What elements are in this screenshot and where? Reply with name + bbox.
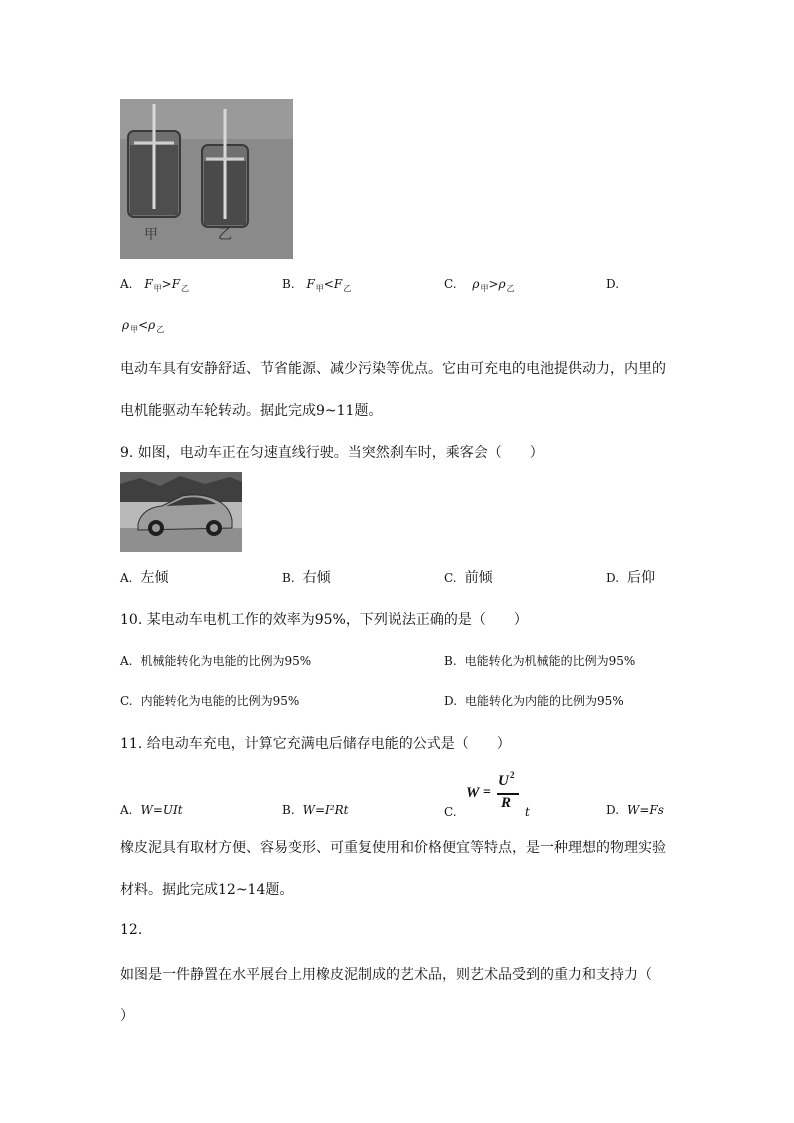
q10-option-c: C. 内能转化为电能的比例为95% <box>120 694 300 708</box>
q8-option-c: C. $\rho_甲>\rho_乙$ <box>444 277 515 293</box>
q8-option-b: B. $F_甲<F_乙$ <box>282 277 352 293</box>
intro-12-14-line2: 材料。据此完成12~14题。 <box>120 882 294 898</box>
q9-stem: 9. 如图，电动车正在匀速直线行驶。当突然刹车时，乘客会（ ） <box>120 445 544 461</box>
beakers-photo <box>120 99 293 259</box>
q12-stem-line1: 如图是一件静置在水平展台上用橡皮泥制成的艺术品，则艺术品受到的重力和支持力（ <box>120 967 652 983</box>
q9-option-c: C. 前倾 <box>444 570 493 586</box>
intro-9-11-line2: 电机能驱动车轮转动。据此完成9~11题。 <box>120 403 383 419</box>
q8-option-a: A. $F_甲>F_乙$ <box>120 277 190 293</box>
q10-stem: 10. 某电动车电机工作的效率为95%，下列说法正确的是（ ） <box>120 612 528 628</box>
q10-option-d: D. 电能转化为内能的比例为95% <box>444 694 624 708</box>
q11-option-c-letter: C. <box>444 805 457 819</box>
q8-option-d-letter: D. <box>606 277 620 291</box>
q11-option-c-formula: W = U 2 R t <box>466 770 530 819</box>
q10-option-b: B. 电能转化为机械能的比例为95% <box>444 654 636 668</box>
q11-stem: 11. 给电动车充电，计算它充满电后储存电能的公式是（ ） <box>120 736 511 752</box>
q11-option-b: B. W=I²Rt <box>282 803 349 817</box>
intro-9-11-line1: 电动车具有安静舒适、节省能源、减少污染等优点。它由可充电的电池提供动力，内里的 <box>120 361 666 377</box>
q12-number: 12. <box>120 922 143 938</box>
car-photo <box>120 472 242 552</box>
q8-option-d: $\rho_甲<\rho_乙$ <box>122 318 165 334</box>
intro-12-14-line1: 橡皮泥具有取材方便、容易变形、可重复使用和价格便宜等特点，是一种理想的物理实验 <box>120 840 666 856</box>
q11-option-a: A. W=UIt <box>120 803 183 817</box>
q10-option-a: A. 机械能转化为电能的比例为95% <box>120 654 312 668</box>
q9-option-a: A. 左倾 <box>120 570 169 586</box>
q9-option-d: D. 后仰 <box>606 570 656 586</box>
q9-option-b: B. 右倾 <box>282 570 331 586</box>
beaker-label-right: 乙 <box>218 227 232 243</box>
q11-option-d: D. W=Fs <box>606 803 664 817</box>
q12-stem-line2: ） <box>120 1008 134 1024</box>
beaker-label-left: 甲 <box>144 227 158 243</box>
